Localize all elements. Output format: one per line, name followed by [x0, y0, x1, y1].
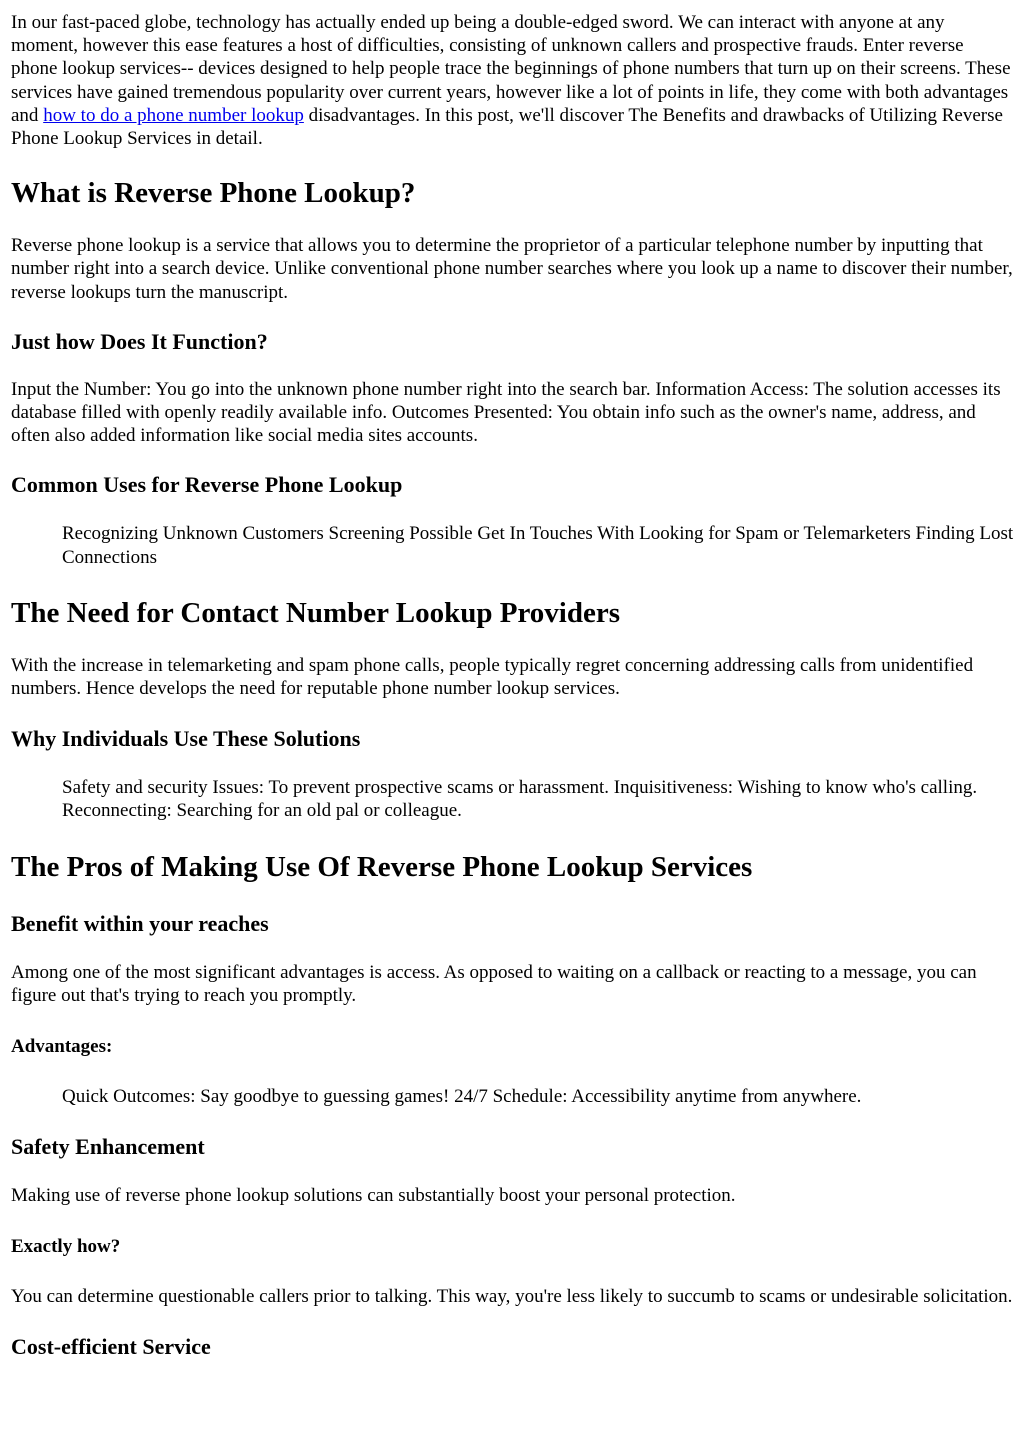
heading-pros-of-lookup-services: The Pros of Making Use Of Reverse Phone Lookup Services	[11, 850, 753, 883]
heading-why-individuals-use: Why Individuals Use These Solutions	[11, 726, 361, 752]
heading-how-does-it-function: Just how Does It Function?	[11, 328, 268, 354]
heading-need-for-lookup-providers: The Need for Contact Number Lookup Providers	[11, 596, 620, 629]
paragraph-access-advantage: Among one of the most significant advantages is access. As opposed to waiting on a callback or reacting to a message, you can figure out that's trying to reach you promptly.	[11, 961, 977, 1006]
paragraph-identify-callers: You can determine questionable callers prior to talking. This way, you're less likely to succumb to scams or undesirable solicitation.	[11, 1286, 1013, 1308]
intro-text-after-link: disadvantages. In this post, we'll discover The Benefits and drawbacks of Utilizing Reverse Phone Lookup Services in detail.	[11, 104, 1003, 150]
intro-paragraph	[11, 11, 1014, 150]
list-why-individuals-use: Safety and security Issues: To prevent prospective scams or harassment. Inquisitiveness: Wishing to know who's calling. Reconnecting: Searching for an old pal or colleague.	[62, 777, 978, 822]
heading-exactly-how: Exactly how?	[11, 1236, 121, 1258]
paragraph-need-for-lookup: With the increase in telemarketing and spam phone calls, people typically regret concerning addressing calls from unidentified numbers. Hence develops the need for reputable phone number lookup services.	[11, 654, 974, 700]
heading-what-is-reverse-phone-lookup: What is Reverse Phone Lookup?	[11, 177, 416, 210]
paragraph-how-it-works: Input the Number: You go into the unknown phone number right into the search bar. Information Access: The solution accesses its database filled with openly readily available info. Outcomes Presented: You obtain info such as the owner's name, address, and often also added information like social media sites accounts.	[11, 378, 1001, 447]
paragraph-safety-enhancement: Making use of reverse phone lookup solutions can substantially boost your personal protection.	[11, 1185, 736, 1207]
paragraph-reverse-lookup-definition: Reverse phone lookup is a service that allows you to determine the proprietor of a particular telephone number by inputting that number right into a search device. Unlike conventional phone number searches where you look up a name to discover their number, reverse lookups turn the manuscript.	[11, 235, 1013, 303]
heading-common-uses: Common Uses for Reverse Phone Lookup	[11, 472, 403, 498]
phone-lookup-link[interactable]: how to do a phone number lookup	[43, 104, 304, 126]
heading-benefit-within-reach: Benefit within your reaches	[11, 910, 269, 936]
heading-advantages: Advantages:	[11, 1036, 113, 1058]
heading-safety-enhancement: Safety Enhancement	[11, 1134, 205, 1160]
list-common-uses: Recognizing Unknown Customers Screening Possible Get In Touches With Looking for Spam or Telemarketers Finding Lost Connections	[62, 523, 1014, 568]
list-advantages: Quick Outcomes: Say goodbye to guessing games! 24/7 Schedule: Accessibility anytime from anywhere.	[62, 1086, 862, 1108]
intro-text-before-link: In our fast-paced globe, technology has actually ended up being a double-edged sword. We can interact with anyone at any moment, however this ease features a host of difficulties, consisting of unknown callers and prospective frauds. Enter reverse phone lookup services-- devices designed to help people trace the beginnings of phone numbers that turn up on their screens. These services have gained tremendous popularity over current years, however like a lot of points in life, they come with both advantages and	[11, 12, 1011, 126]
heading-cost-efficient-service: Cost-efficient Service	[11, 1333, 211, 1359]
